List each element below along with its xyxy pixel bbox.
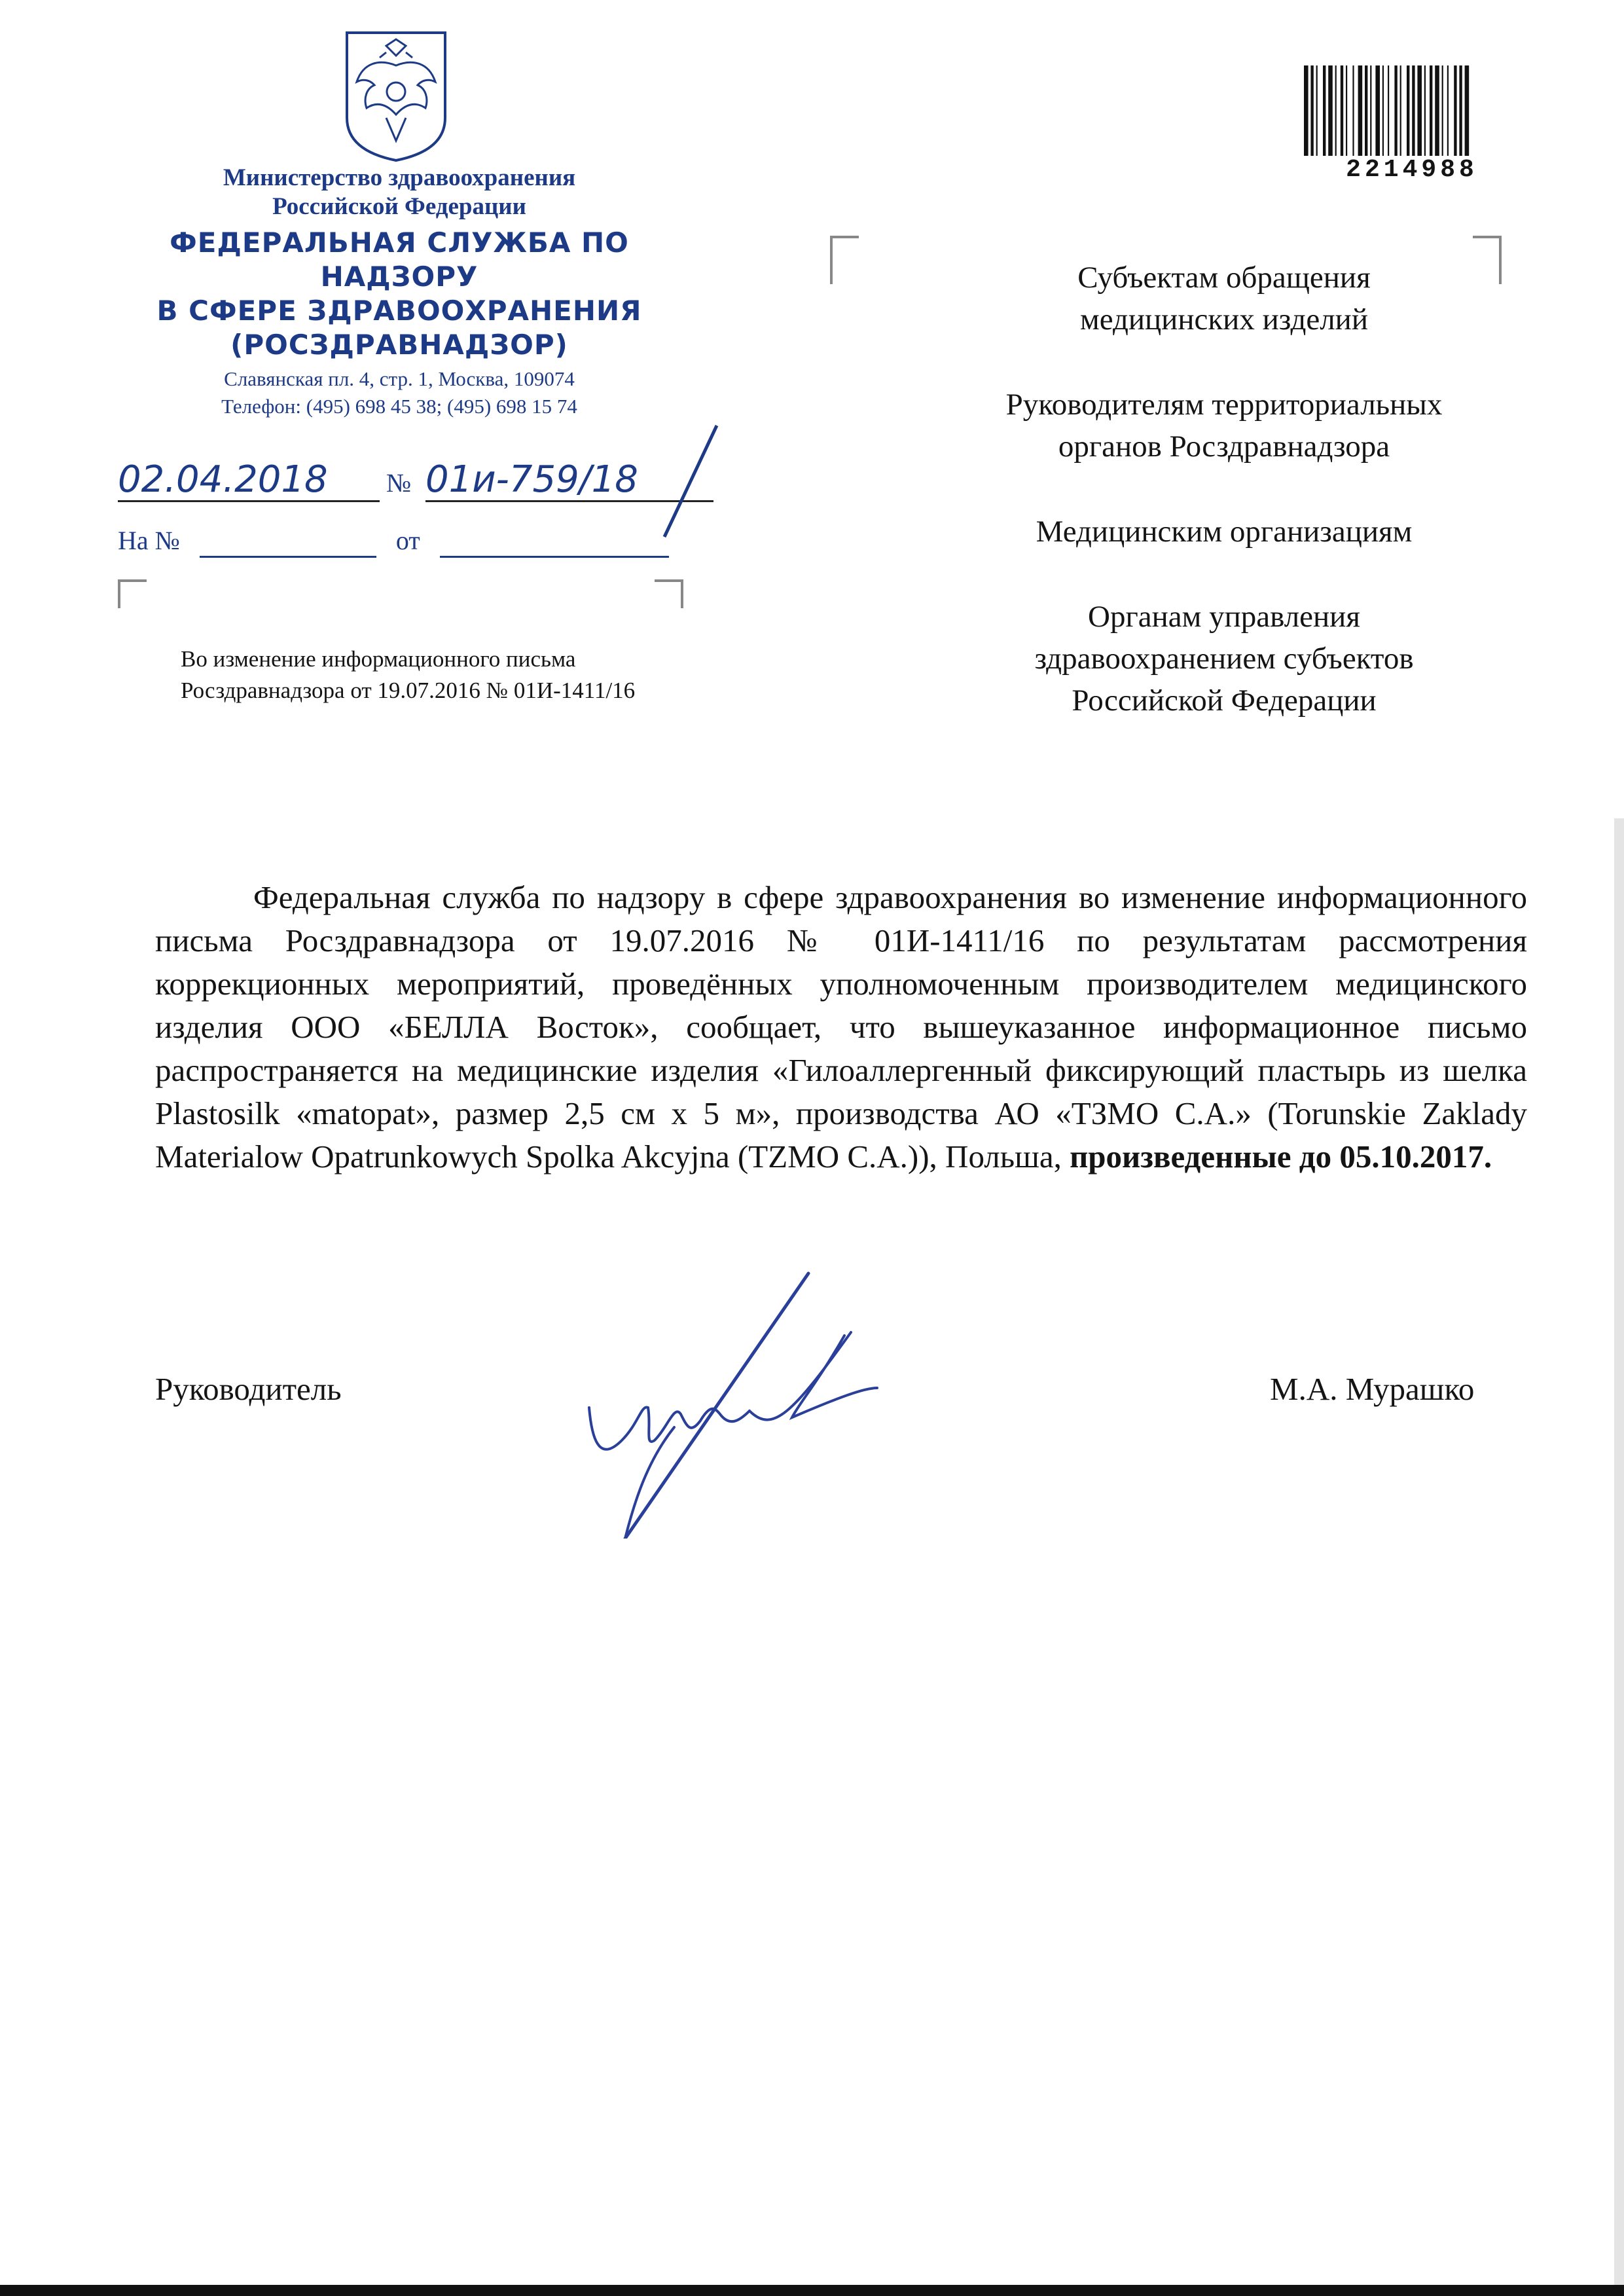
scan-edge-right [1614,818,1624,2285]
recipients-block [929,257,1519,765]
corner-bracket-top-left [118,579,147,608]
ministry-name [137,164,661,221]
service-name [98,226,700,362]
recipient-line: Субъектам обращения [1077,261,1371,295]
reply-from-label: от [395,526,420,555]
recipient-line: Руководителям территориальных [1005,388,1443,422]
number-sign: № [386,468,412,498]
body-bold-text: произведенные до 05.10.2017. [1070,1139,1492,1175]
service-line-1: ФЕДЕРАЛЬНАЯ СЛУЖБА ПО НАДЗОРУ [170,227,629,293]
reference-note [181,644,770,706]
signatory-name: М.А. Мурашко [1270,1371,1475,1407]
scan-edge-bottom [0,2285,1624,2296]
recipient-line: органов Росздравнадзора [1058,429,1390,464]
reply-label: На № [118,526,180,555]
recipient-line: здравоохранением субъектов [1034,642,1414,676]
ministry-line-2: Российской Федерации [272,193,526,220]
service-line-2: В СФЕРЕ ЗДРАВООХРАНЕНИЯ [156,295,642,327]
date-underline [118,500,380,502]
address: Славянская пл. 4, стр. 1, Москва, 109074 [224,367,575,390]
recipient-group [929,511,1519,553]
corner-bracket-top-right [655,579,683,608]
address-block [137,365,661,420]
barcode-number: 2214988 [1346,156,1478,184]
service-line-3: (РОСЗДРАВНАДЗОР) [230,329,568,361]
signatory-title: Руководитель [155,1371,342,1407]
corner-bracket-recipient-left [830,236,859,284]
recipient-line: Органам управления [1088,600,1360,634]
ministry-line-1: Министерство здравоохранения [223,164,576,191]
reply-row [118,525,707,558]
recipient-group [929,596,1519,721]
handwritten-signature-icon [576,1264,943,1539]
phone: Телефон: (495) 698 45 38; (495) 698 15 74 [221,395,577,418]
recipient-group [929,384,1519,467]
body-text: Федеральная служба по надзору в сфере здравоохранения во изменение информационного письма Росздравнадзора от 19.07.2016 № 01И-1411/16 по результатам рассмотрения коррекционных мероприятий, проведённых уполномоченным производителем медицинского изделия ООО «БЕЛЛА Восток», сообщает, что вышеуказанное информационное письмо распространяется на медицинские изделия «Гилоаллергенный фиксирующий пластырь из шелка Plastosilk «matopat», размер 2,5 см x 5 м», производства АО «ТЗМО С.А.» (Torunskie Zaklady Materialow Opatrunkowych Spolka Akcyjna (TZMO C.A.)), Польша, [155,879,1527,1175]
barcode-icon [1304,65,1519,156]
registration-date: 02.04.2018 [118,458,328,501]
letter-body [155,876,1527,1178]
reference-line-1: Во изменение информационного письма [181,646,576,672]
reference-line-2: Росздравнадзора от 19.07.2016 № 01И-1411/16 [181,678,636,703]
recipient-group [929,257,1519,340]
registration-number: 01и-759/18 [425,458,638,501]
russian-coat-of-arms-icon [340,26,452,164]
recipient-line: Медицинским организациям [1036,515,1413,549]
registration-row [118,458,740,511]
recipient-line: Российской Федерации [1072,683,1377,718]
reply-date-blank [440,525,669,558]
reply-number-blank [200,525,376,558]
recipient-line: медицинских изделий [1079,302,1368,337]
